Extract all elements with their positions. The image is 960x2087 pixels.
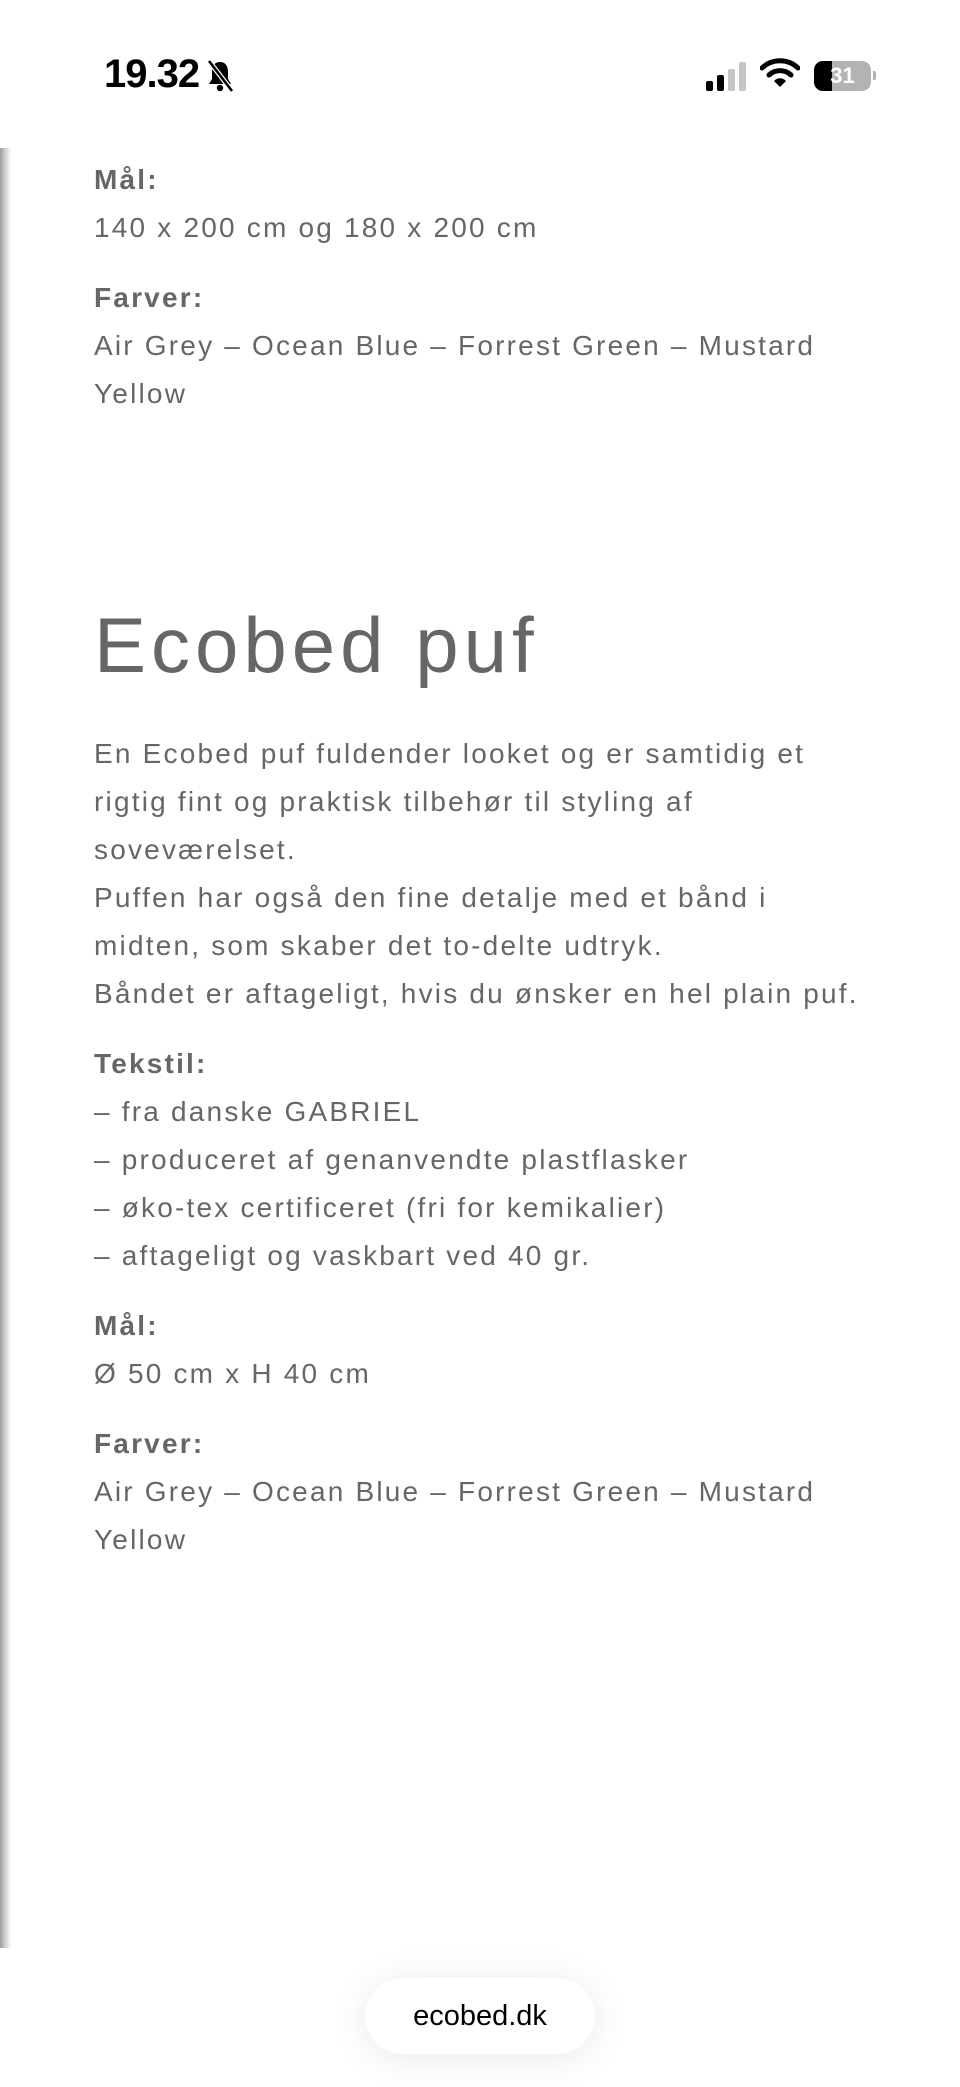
textile-label: Tekstil: [94,1048,208,1079]
description-paragraph-3: Båndet er aftageligt, hvis du ønsker en hel plain puf. [94,978,859,1009]
size-label: Mål: [94,164,159,195]
section-heading: Ecobed puf [94,601,539,689]
size-value: Ø 50 cm x H 40 cm [94,1358,372,1389]
list-item: – fra danske GABRIEL [94,1096,422,1127]
address-bar[interactable] [365,1978,595,2054]
wifi-icon [760,58,800,93]
description-paragraph-2: Puffen har også den fine detalje med et bånd i midten, som skaber det to-delte udtryk. [94,882,768,961]
list-item: – øko-tex certificeret (fri for kemikalier) [94,1192,667,1223]
section-ecobed-puf [94,440,884,1564]
bell-slash-icon [205,58,235,92]
section-previous-product [94,148,884,418]
page-content[interactable] [94,148,884,1586]
status-bar [0,0,960,148]
colors-label: Farver: [94,1428,205,1459]
colors-value: Air Grey – Ocean Blue – Forrest Green – Mustard Yellow [94,330,816,409]
list-item: – aftageligt og vaskbart ved 40 gr. [94,1240,592,1271]
size-label: Mål: [94,1310,159,1341]
status-indicators [706,58,876,93]
page-edge-shadow [0,148,12,1948]
cellular-signal-icon [706,61,746,91]
colors-label: Farver: [94,282,205,313]
list-item: – produceret af genanvendte plastflasker [94,1144,690,1175]
status-time [104,52,235,97]
clock: 19.32 [104,52,200,96]
textile-list [94,1088,884,1280]
colors-value: Air Grey – Ocean Blue – Forrest Green – Mustard Yellow [94,1476,816,1555]
battery-percent: 31 [830,62,855,88]
description-paragraph-1: En Ecobed puf fuldender looket og er samtidig et rigtig fint og praktisk tilbehør til styling af soveværelset. [94,738,806,865]
size-value: 140 x 200 cm og 180 x 200 cm [94,212,539,243]
url-text: ecobed.dk [413,1999,547,2032]
battery-icon [814,61,876,91]
